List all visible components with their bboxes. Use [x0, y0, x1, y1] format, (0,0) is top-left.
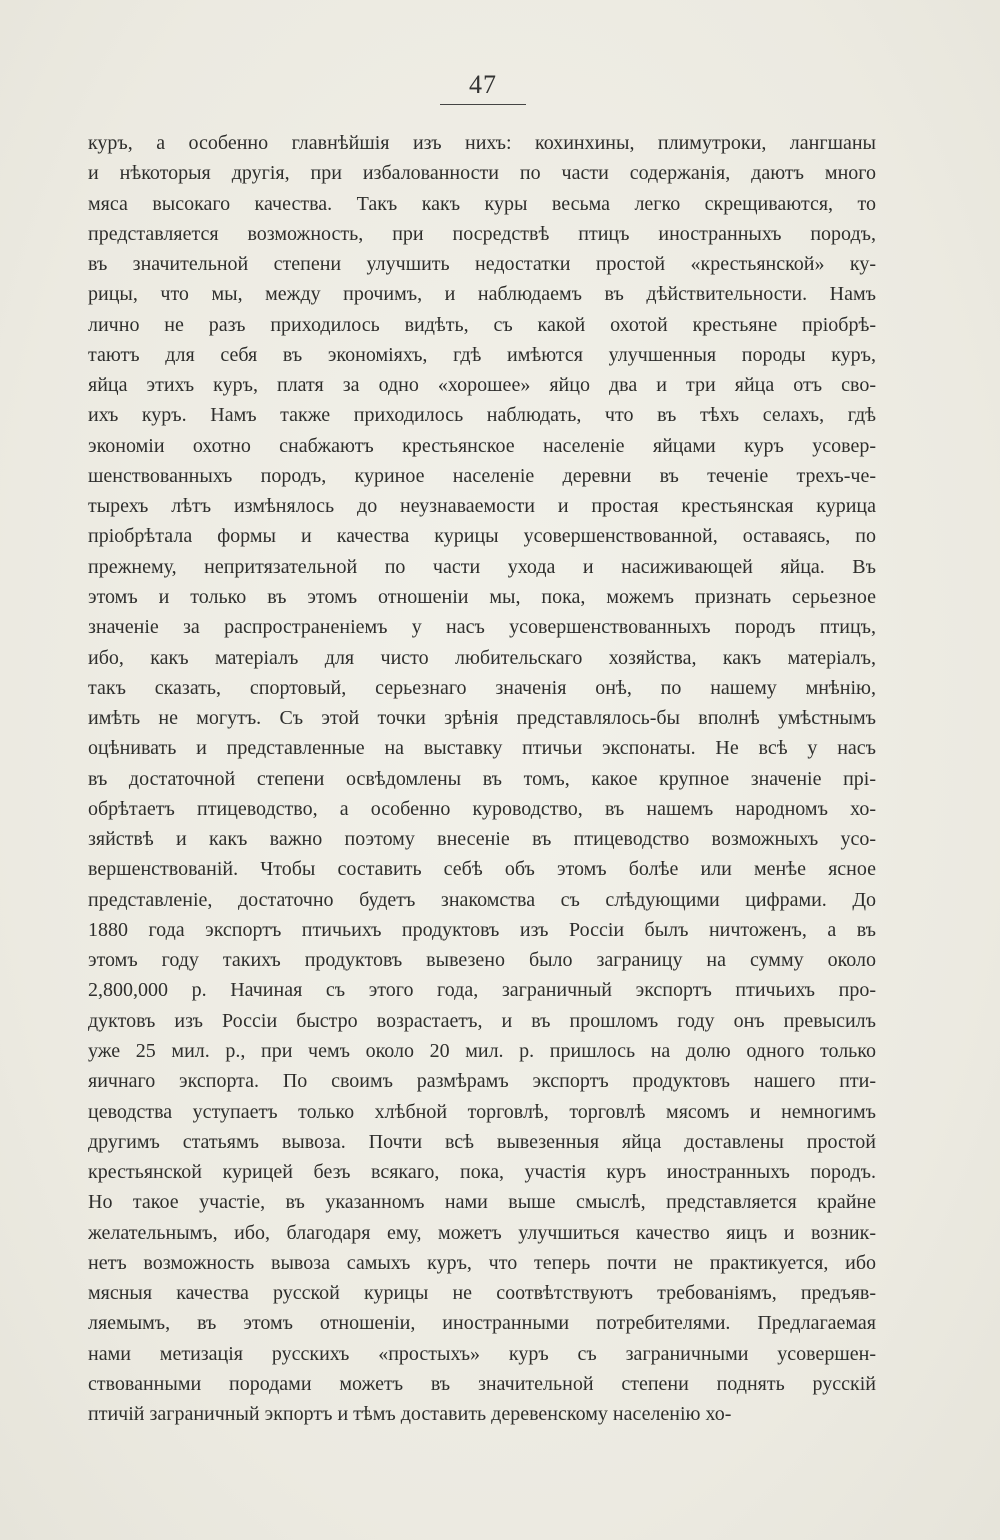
text-line: другимъ статьямъ вывоза. Почти всѣ вывезенныя яйца доставлены простой	[88, 1130, 876, 1153]
text-line: лично не разъ приходилось видѣть, съ какой охотой крестьяне пріобрѣ-	[88, 313, 876, 336]
text-line: шенствованныхъ породъ, куриное населеніе деревни въ теченіе трехъ-че-	[88, 464, 876, 487]
text-line: птичій заграничный экпортъ и тѣмъ доставить деревенскому населенію хо-	[88, 1403, 732, 1426]
text-line: представленіе, достаточно будетъ знакомства съ слѣдующими цифрами. До	[88, 888, 876, 911]
text-line: этомъ и только въ этомъ отношеніи мы, пока, можемъ признать серьезное	[88, 585, 876, 608]
text-line: мясныя качества русской курицы не соотвѣтствуютъ требованіямъ, предъяв-	[88, 1282, 876, 1305]
text-line: вершенствованій. Чтобы составить себѣ объ этомъ болѣе или менѣе ясное	[88, 858, 876, 881]
text-line: имѣть не могутъ. Съ этой точки зрѣнія представлялось-бы вполнѣ умѣстнымъ	[88, 707, 876, 730]
text-line: желательнымъ, ибо, благодаря ему, можетъ улучшиться качество яицъ и возник-	[88, 1221, 876, 1244]
text-line: пріобрѣтала формы и качества курицы усовершенствованной, оставаясь, по	[88, 525, 876, 548]
page-number-rule	[440, 104, 526, 105]
text-line: 2,800,000 р. Начиная съ этого года, заграничный экспортъ птичьихъ про-	[88, 979, 876, 1002]
text-line: куръ, а особенно главнѣйшія изъ нихъ: кохинхины, плимутроки, лангшаны	[88, 132, 876, 154]
text-line: таютъ для себя въ экономіяхъ, гдѣ имѣются улучшенныя породы куръ,	[88, 343, 876, 366]
text-line: ствованными породами можетъ въ значительной степени поднять русскій	[88, 1372, 876, 1395]
text-line: 1880 года экспортъ птичьихъ продуктовъ изъ Россіи былъ ничтоженъ, а въ	[88, 918, 876, 941]
text-line: прежнему, непритязательной по части ухода и насиживающей яйца. Въ	[88, 555, 876, 578]
text-line: обрѣтаетъ птицеводство, а особенно куроводство, въ нашемъ народномъ хо-	[88, 797, 876, 820]
text-line: Но такое участіе, въ указанномъ нами выше смыслѣ, представляется крайне	[88, 1191, 876, 1214]
body-text	[88, 128, 876, 1429]
text-line: нами метизація русскихъ «простыхъ» куръ съ заграничными усовершен-	[88, 1342, 876, 1365]
text-line: мяса высокаго качества. Такъ какъ куры весьма легко скрещиваются, то	[88, 192, 876, 215]
text-line: ибо, какъ матеріалъ для чисто любительскаго хозяйства, какъ матеріалъ,	[88, 646, 876, 669]
text-line: яичнаго экспорта. По своимъ размѣрамъ экспортъ продуктовъ нашего пти-	[88, 1070, 876, 1093]
text-line: такъ сказать, спортовый, серьезнаго значенія онѣ, по нашему мнѣнію,	[88, 676, 876, 699]
text-line: цеводства уступаетъ только хлѣбной торговлѣ, торговлѣ мясомъ и немногимъ	[88, 1100, 876, 1123]
text-line: яйца этихъ куръ, платя за одно «хорошее» яйцо два и три яйца отъ сво-	[88, 374, 876, 397]
page-number: 47	[469, 70, 497, 99]
text-line: рицы, что мы, между прочимъ, и наблюдаемъ въ дѣйствительности. Намъ	[88, 283, 876, 306]
text-line: въ достаточной степени освѣдомлены въ томъ, какое крупное значеніе прі-	[88, 767, 876, 790]
text-line: оцѣнивать и представленные на выставку птичьи экспонаты. Не всѣ у насъ	[88, 737, 876, 760]
text-line: экономіи охотно снабжаютъ крестьянское населеніе яйцами куръ усовер-	[88, 434, 876, 457]
text-line: этомъ году такихъ продуктовъ вывезено было заграницу на сумму около	[88, 949, 876, 972]
text-line: и нѣкоторыя другія, при избалованности по части содержанія, даютъ много	[88, 162, 876, 185]
text-line: въ значительной степени улучшить недостатки простой «крестьянской» ку-	[88, 253, 876, 276]
text-line: ляемымъ, въ этомъ отношеніи, иностранными потребителями. Предлагаемая	[88, 1312, 876, 1335]
text-line: ихъ куръ. Намъ также приходилось наблюдать, что въ тѣхъ селахъ, гдѣ	[88, 404, 876, 427]
text-line: нетъ возможность вывоза самыхъ куръ, что теперь почти не практикуется, ибо	[88, 1251, 876, 1274]
text-line: тырехъ лѣтъ измѣнялось до неузнаваемости и простая крестьянская курица	[88, 495, 876, 518]
text-line: значеніе за распространеніемъ у насъ усовершенствованныхъ породъ птицъ,	[88, 616, 876, 639]
text-line: уже 25 мил. р., при чемъ около 20 мил. р. пришлось на долю одного только	[88, 1039, 876, 1062]
text-line: дуктовъ изъ Россіи быстро возрастаетъ, и въ прошломъ году онъ превысилъ	[88, 1009, 876, 1032]
text-line: зяйствѣ и какъ важно поэтому внесеніе въ птицеводство возможныхъ усо-	[88, 828, 876, 851]
text-line: представляется возможность, при посредствѣ птицъ иностранныхъ породъ,	[88, 222, 876, 245]
text-line: крестьянской курицей безъ всякаго, пока, участія куръ иностранныхъ породъ.	[88, 1161, 876, 1184]
